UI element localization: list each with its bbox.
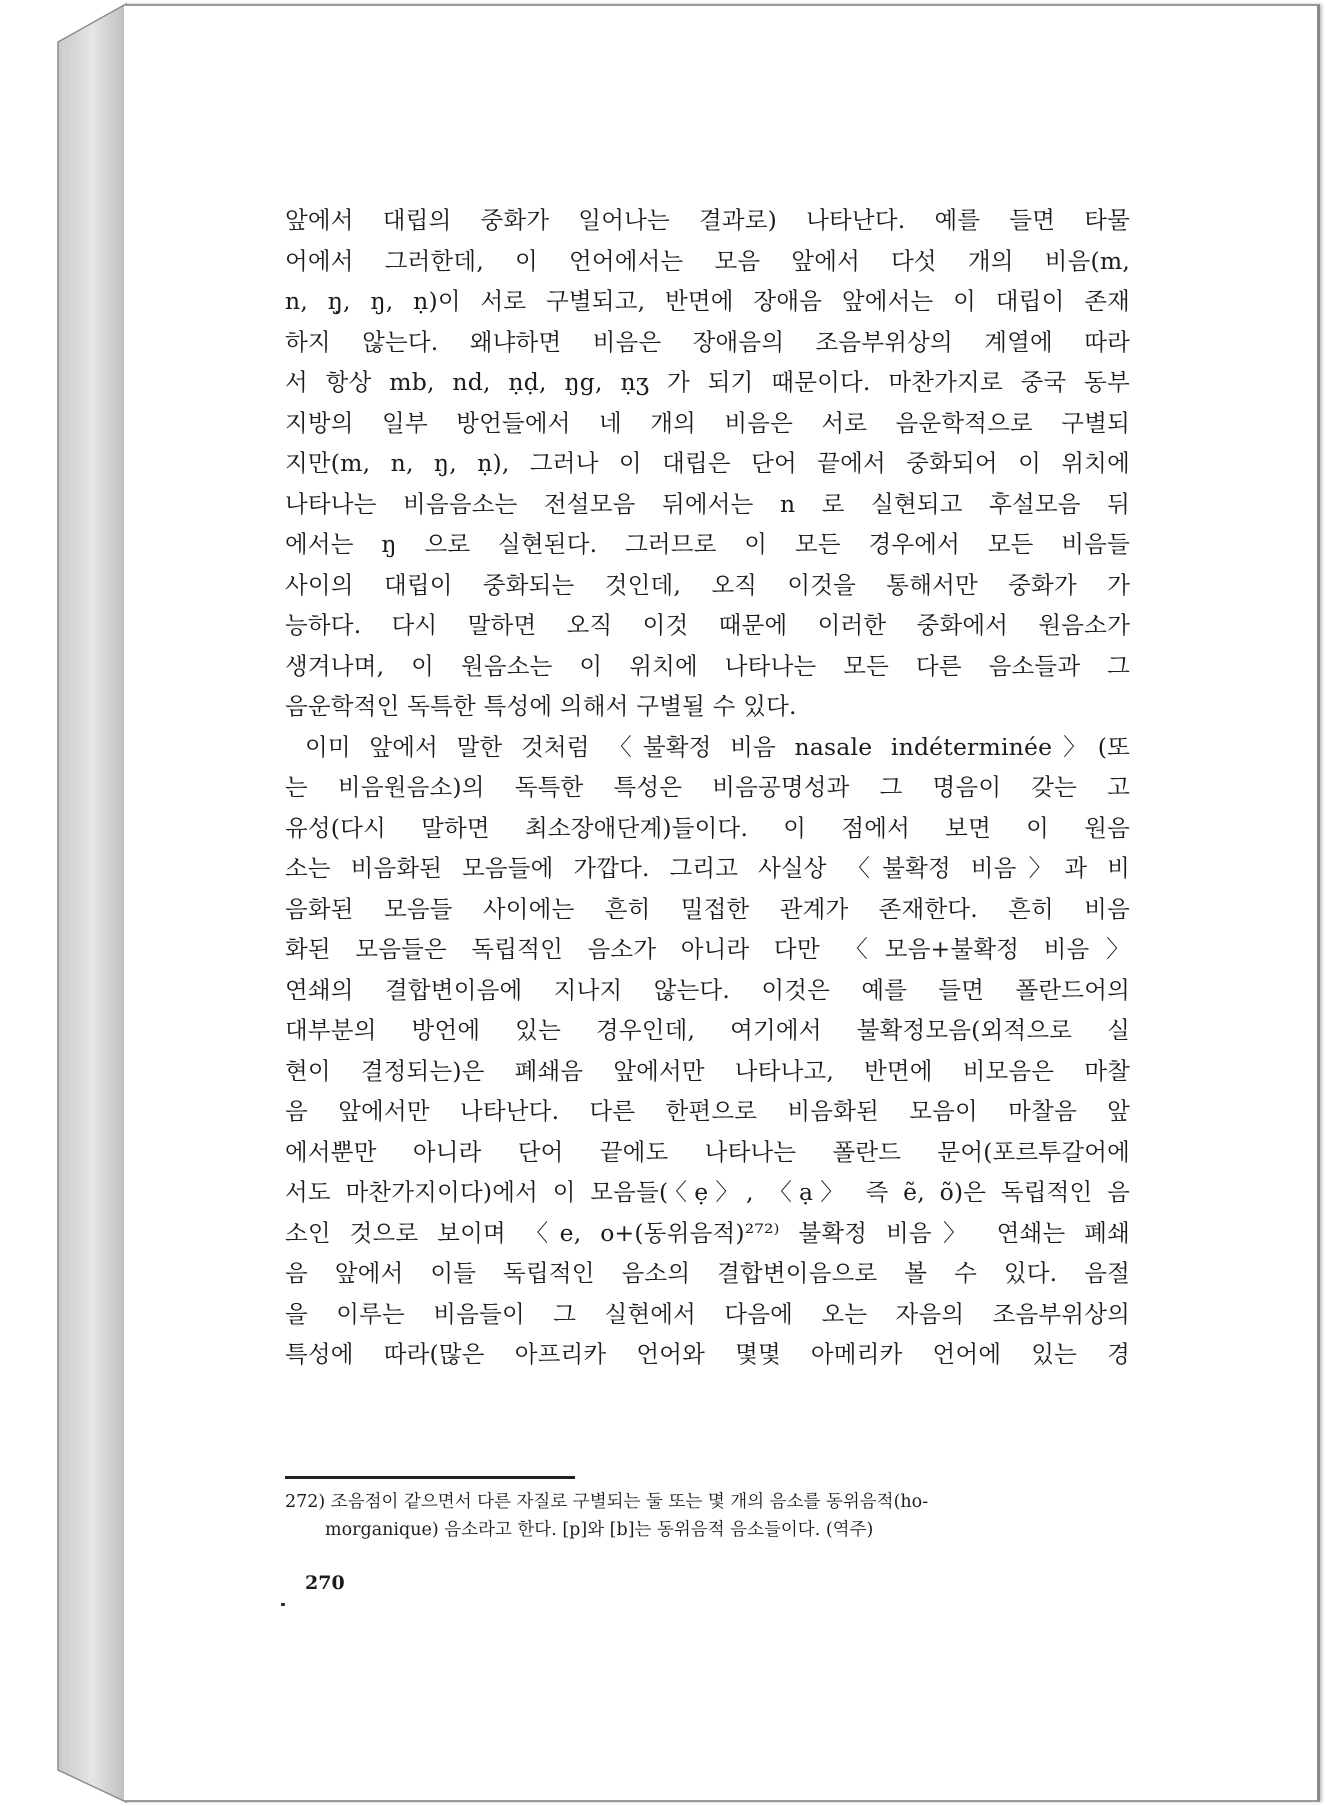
text-line: 나타나는 비음음소는 전설모음 뒤에서는 n 로 실현되고 후설모음 뒤 xyxy=(285,489,1130,518)
text-line: 특성에 따라(많은 아프리카 언어와 몇몇 아메리카 언어에 있는 경 xyxy=(285,1340,1130,1368)
text-line: 는 비음원음소)의 독특한 특성은 비음공명성과 그 명음이 갖는 고 xyxy=(285,773,1130,801)
text-line: 서도 마찬가지이다)에서 이 모음들(〈ẹ〉, 〈ạ〉 즉 ẽ, õ)은 독립적인 음 xyxy=(285,1178,1130,1206)
text-line: 서 항상 mb, nd, ṇḍ, ŋg, ṇʒ 가 되기 때문이다. 마찬가지로 중국 동부 xyxy=(285,368,1130,396)
paragraph-start-line: 이미 앞에서 말한 것처럼 〈불확정 비음 nasale indéterminée〉(또 xyxy=(305,732,1130,761)
text-line: 지방의 일부 방언들에서 네 개의 비음은 서로 음운학적으로 구별되 xyxy=(285,408,1130,437)
text-line: 지만(m, n, ŋ, ṇ), 그러나 이 대립은 단어 끝에서 중화되어 이 위치에 xyxy=(285,449,1130,477)
text-line: n, ŋ̣, ŋ, ṇ)이 서로 구별되고, 반면에 장애음 앞에서는 이 대립이 존재 xyxy=(285,287,1130,315)
text-line: 하지 않는다. 왜냐하면 비음은 장애음의 조음부위상의 계열에 따라 xyxy=(285,327,1130,356)
text-line: 현이 결정되는)은 폐쇄음 앞에서만 나타나고, 반면에 비모음은 마찰 xyxy=(285,1056,1130,1085)
text-line: 소인 것으로 보이며 〈e, o+(동위음적)²⁷²⁾ 불확정 비음〉 연쇄는 폐쇄 xyxy=(285,1218,1130,1247)
text-line: 대부분의 방언에 있는 경우인데, 여기에서 불확정모음(외적으로 실 xyxy=(285,1016,1130,1044)
text-line: 어에서 그러한데, 이 언어에서는 모음 앞에서 다섯 개의 비음(m, xyxy=(285,246,1130,275)
text-line: 유성(다시 말하면 최소장애단계)들이다. 이 점에서 보면 이 원음 xyxy=(285,813,1130,842)
footnote-line: morganique) 음소라고 한다. [p]와 [b]는 동위음적 음소들이다. (역주) xyxy=(325,1520,874,1540)
text-line: 앞에서 대립의 중화가 일어나는 결과로) 나타난다. 예를 들면 타물 xyxy=(285,206,1130,234)
text-line: 능하다. 다시 말하면 오직 이것 때문에 이러한 중화에서 원음소가 xyxy=(285,611,1130,639)
text-line: 을 이루는 비음들이 그 실현에서 다음에 오는 자음의 조음부위상의 xyxy=(285,1299,1130,1328)
text-line: 에서는 ŋ 으로 실현된다. 그러므로 이 모든 경우에서 모든 비음들 xyxy=(285,530,1130,558)
text-line: 사이의 대립이 중화되는 것인데, 오직 이것을 통해서만 중화가 가 xyxy=(285,570,1130,599)
text-line: 음화된 모음들 사이에는 흔히 밀접한 관계가 존재한다. 흔히 비음 xyxy=(285,894,1130,923)
footnote-separator xyxy=(285,1476,575,1479)
page-number: 270 xyxy=(305,1572,345,1594)
footnote xyxy=(285,1488,1130,1544)
text-line: 화된 모음들은 독립적인 음소가 아니라 다만 〈모음+불확정 비음〉 xyxy=(285,935,1130,963)
text-line: 소는 비음화된 모음들에 가깝다. 그리고 사실상 〈불확정 비음〉과 비 xyxy=(285,854,1130,882)
text-line: 음 앞에서만 나타난다. 다른 한편으로 비음화된 모음이 마찰음 앞 xyxy=(285,1097,1130,1125)
text-line: 생겨나며, 이 원음소는 이 위치에 나타나는 모든 다른 음소들과 그 xyxy=(285,651,1130,680)
scan-speck xyxy=(281,1603,285,1606)
footnote-line: 272) 조음점이 같으면서 다른 자질로 구별되는 둘 또는 몇 개의 음소를 동위음적(ho- xyxy=(285,1492,929,1512)
paragraph-end-line: 음운학적인 독특한 특성에 의해서 구별될 수 있다. xyxy=(285,692,797,720)
body-text xyxy=(285,200,1130,1375)
text-line: 음 앞에서 이들 독립적인 음소의 결합변이음으로 볼 수 있다. 음절 xyxy=(285,1259,1130,1287)
text-line: 연쇄의 결합변이음에 지나지 않는다. 이것은 예를 들면 폴란드어의 xyxy=(285,975,1130,1004)
text-line: 에서뿐만 아니라 단어 끝에도 나타나는 폴란드 문어(포르투갈어에 xyxy=(285,1137,1130,1166)
